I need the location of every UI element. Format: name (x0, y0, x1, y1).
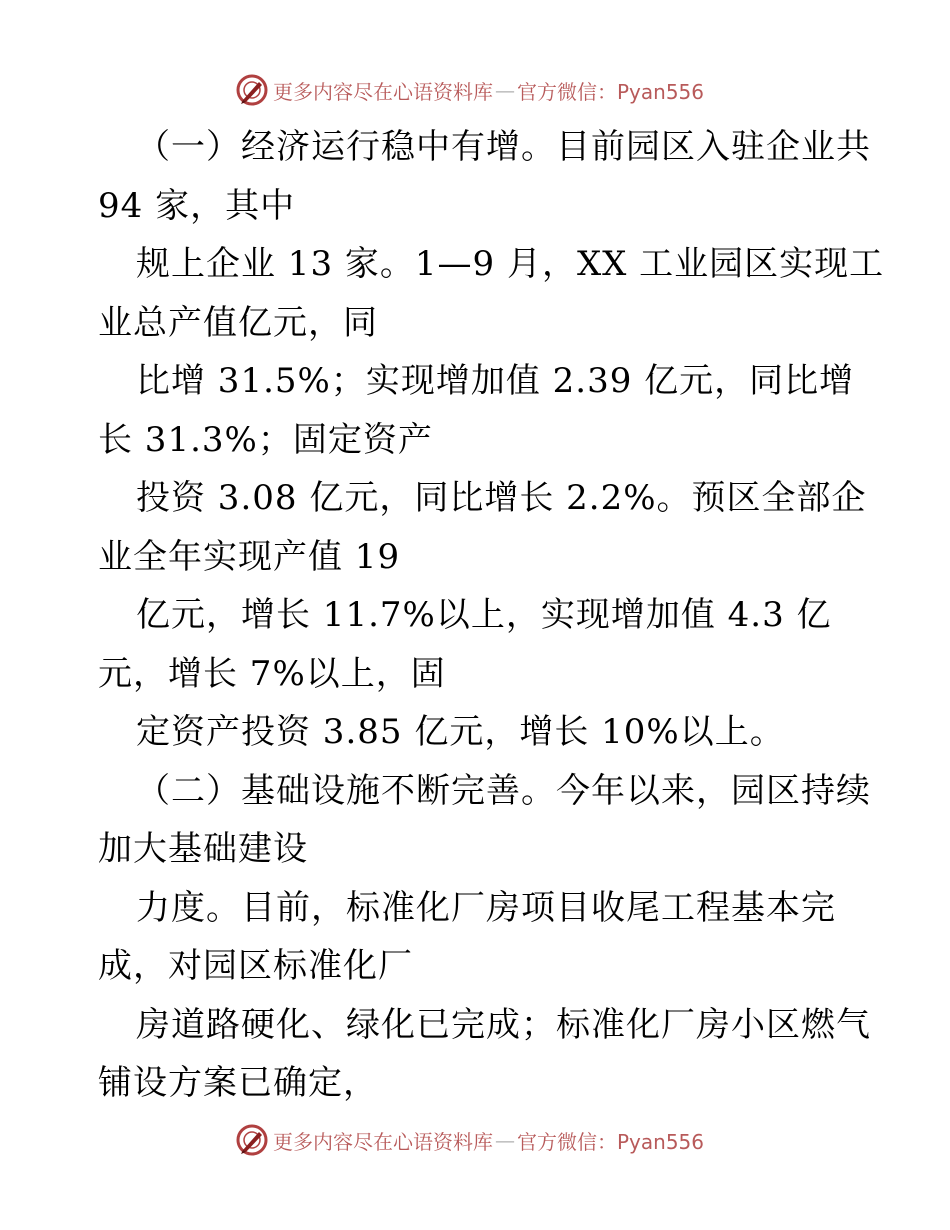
text-line: 铺设方案已确定， (98, 1063, 378, 1103)
watermark-brand-text: 更多内容尽在心语资料库 (273, 79, 493, 104)
text-line: 比增 31.5%；实现增加值 2.39 亿元，同比增 (136, 361, 855, 401)
text-line: 加大基础建设 (98, 829, 308, 869)
watermark-banner-bottom (235, 1120, 755, 1160)
text-line: 元，增长 7%以上，固 (98, 653, 446, 694)
text-line: 投资 3.08 亿元，同比增长 2.2%。预区全部企 (136, 478, 867, 518)
text-line: （二）基础设施不断完善。今年以来，园区持续 (136, 770, 871, 811)
watermark-separator: — (495, 78, 515, 102)
text-line: （一）经济运行稳中有增。目前园区入驻企业共 (136, 127, 871, 167)
pen-logo-icon (235, 73, 269, 107)
watermark-contact-text: 官方微信：Pyan556 (517, 79, 705, 104)
text-line: 亿元，增长 11.7%以上，实现增加值 4.3 亿 (136, 595, 832, 635)
text-line: 业全年实现产值 19 (98, 536, 401, 577)
pen-logo-icon (235, 1123, 269, 1157)
text-line: 业总产值亿元，同 (98, 302, 378, 343)
text-line: 成，对园区标准化厂 (98, 946, 413, 986)
text-line: 力度。目前，标准化厂房项目收尾工程基本完 (136, 887, 836, 928)
watermark-separator: — (495, 1128, 515, 1152)
text-line: 94 家，其中 (98, 185, 296, 226)
text-line: 房道路硬化、绿化已完成；标准化厂房小区燃气 (136, 1004, 871, 1045)
text-line: 长 31.3%；固定资产 (98, 419, 433, 460)
watermark-banner-top (235, 70, 755, 110)
text-line: 规上企业 13 家。1—9 月，XX 工业园区实现工 (136, 244, 885, 284)
text-line: 定资产投资 3.85 亿元，增长 10%以上。 (136, 712, 785, 752)
watermark-contact-text: 官方微信：Pyan556 (517, 1129, 705, 1154)
document-body (98, 118, 885, 1113)
watermark-brand-text: 更多内容尽在心语资料库 (273, 1129, 493, 1154)
